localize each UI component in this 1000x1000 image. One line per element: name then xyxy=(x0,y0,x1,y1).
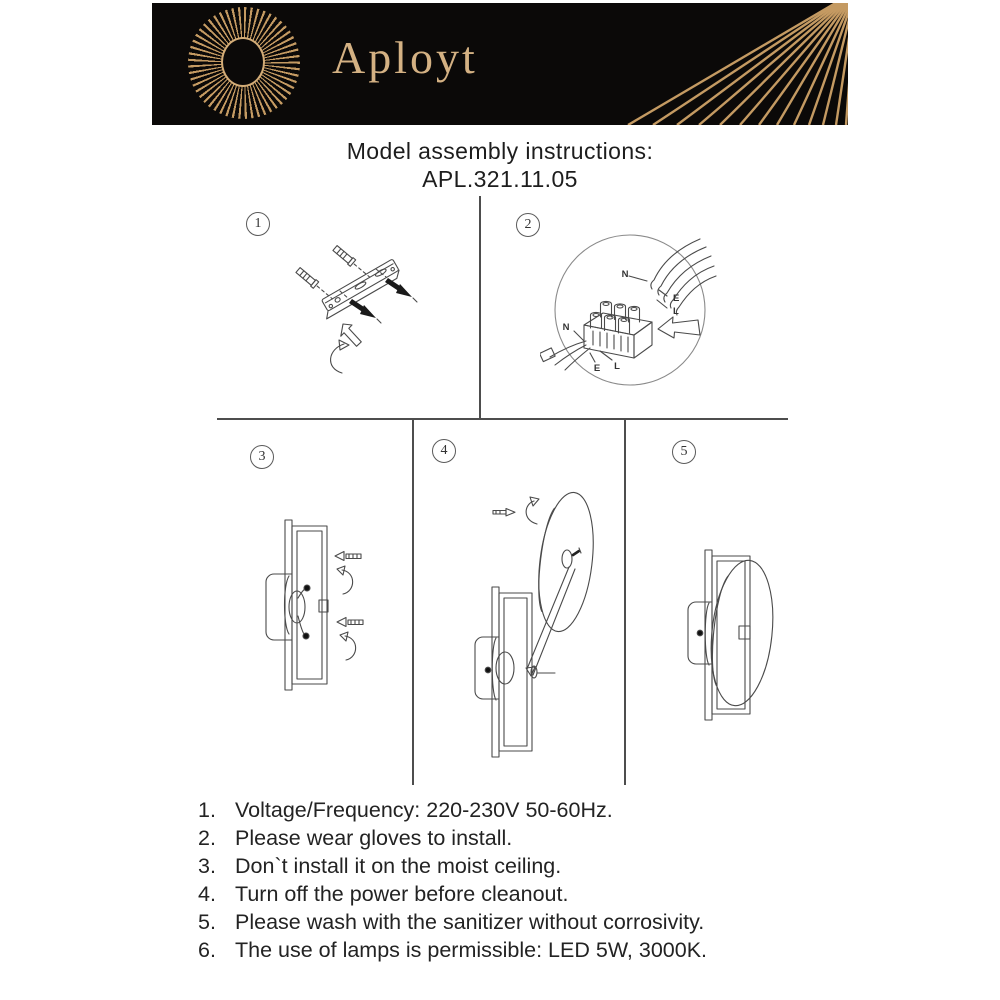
instruction-list xyxy=(198,796,707,964)
instruction-text: Please wash with the sanitizer without corrosivity. xyxy=(235,910,705,934)
instruction-text: The use of lamps is permissible: LED 5W, 3000K. xyxy=(235,938,708,962)
wire-label-l: L xyxy=(673,306,679,317)
divider-vertical-bottom-left xyxy=(412,420,414,785)
disc-diffuser xyxy=(705,557,780,708)
lamp-frame xyxy=(285,520,328,690)
figure-step4-attach-disc xyxy=(455,485,610,775)
rotate-arrow-icon xyxy=(340,632,356,660)
instruction-number: 5. xyxy=(198,910,216,934)
fixture-wires xyxy=(540,341,590,370)
sunburst-logo-icon xyxy=(188,7,300,119)
wall-anchor-icon xyxy=(295,267,335,302)
direction-arrow-icon xyxy=(658,317,700,338)
figure-step3-fix-body xyxy=(240,500,405,765)
panel-3-number: 3 xyxy=(250,445,274,469)
instruction-item xyxy=(198,824,707,852)
instruction-text: Turn off the power before cleanout. xyxy=(235,882,569,906)
screw-head xyxy=(303,633,309,639)
screw-arrow-icon xyxy=(385,278,412,297)
screw-head xyxy=(304,585,310,591)
divider-horizontal xyxy=(217,418,788,420)
instruction-number: 2. xyxy=(198,826,216,850)
instruction-text: Voltage/Frequency: 220-230V 50-60Hz. xyxy=(235,798,613,822)
panel-2-number: 2 xyxy=(516,213,540,237)
lamp-body xyxy=(475,637,514,700)
disc-hub xyxy=(562,548,581,568)
screw-icon xyxy=(493,509,515,516)
brand-banner xyxy=(152,3,848,125)
figure-step5-assembled xyxy=(665,545,800,735)
wall-anchor-icon xyxy=(332,245,372,280)
instruction-number: 3. xyxy=(198,854,216,878)
instruction-text: Don`t install it on the moist ceiling. xyxy=(235,854,562,878)
figure-step1-bracket-mounting xyxy=(240,228,435,393)
model-number: APL.321.11.05 xyxy=(422,166,578,192)
zoom-circle xyxy=(555,235,705,385)
screw-head xyxy=(485,667,491,673)
rays-decoration-icon xyxy=(488,3,848,125)
screw-head xyxy=(697,630,703,636)
instruction-item xyxy=(198,908,707,936)
instruction-item xyxy=(198,880,707,908)
instruction-number: 6. xyxy=(198,938,216,962)
screw-icon xyxy=(335,552,361,561)
instruction-text: Please wear gloves to install. xyxy=(235,826,513,850)
rotate-arrow-icon xyxy=(526,497,539,524)
instruction-item xyxy=(198,936,707,964)
panel-1-number: 1 xyxy=(246,212,270,236)
wire-label-e: E xyxy=(593,363,601,374)
wire-label-n: N xyxy=(621,269,629,280)
wire-label-l: L xyxy=(614,361,620,372)
panel-4-number: 4 xyxy=(432,439,456,463)
wire-label-n: N xyxy=(562,322,570,333)
divider-vertical-bottom-right xyxy=(624,420,626,785)
divider-vertical-top xyxy=(479,196,481,419)
brand-name: Aployt xyxy=(332,32,478,83)
instruction-number: 1. xyxy=(198,798,216,822)
panel-5-number: 5 xyxy=(672,440,696,464)
screw-arrow-icon xyxy=(349,299,376,318)
figure-step2-wiring xyxy=(540,225,725,400)
instruction-item xyxy=(198,852,707,880)
disc-diffuser xyxy=(532,489,601,634)
lamp-frame xyxy=(492,587,532,757)
rotate-arrow-icon xyxy=(337,566,353,594)
instruction-item xyxy=(198,796,707,824)
instruction-number: 4. xyxy=(198,882,216,906)
page-title: Model assembly instructions: xyxy=(346,138,654,164)
rotate-arrow-icon xyxy=(331,340,349,373)
screw-icon xyxy=(337,618,363,627)
wire-label-e: E xyxy=(673,293,680,304)
